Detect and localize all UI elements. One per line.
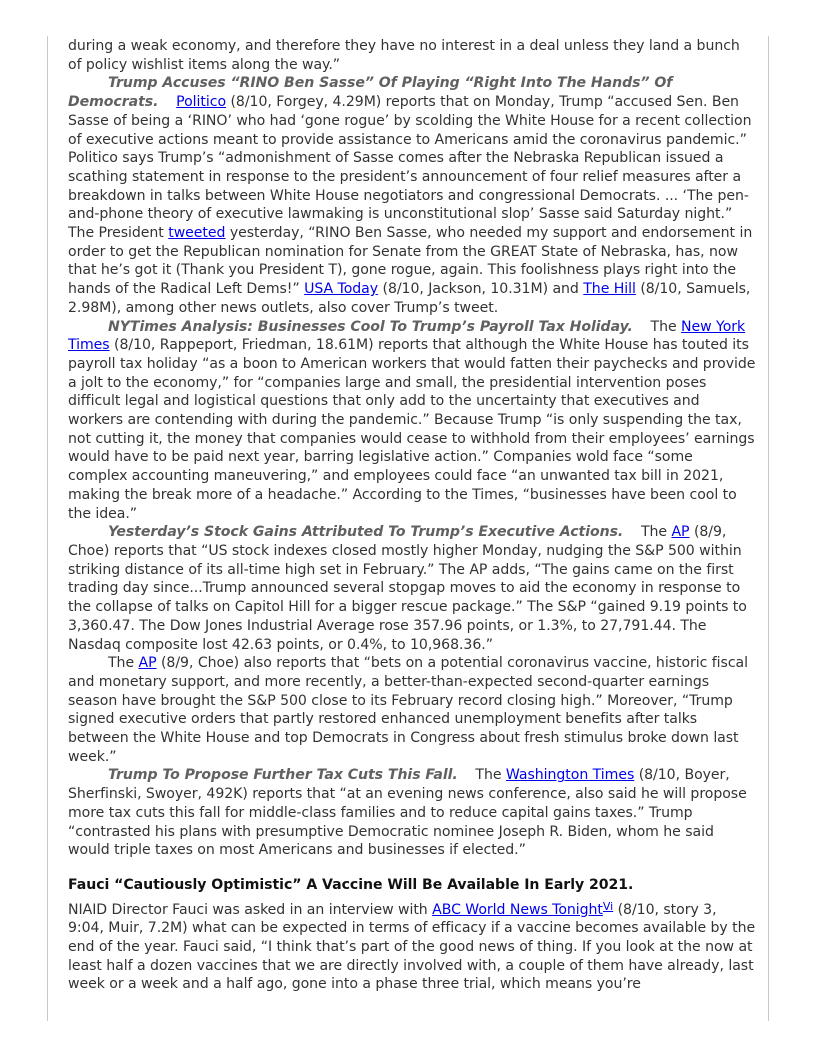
article-headline: Trump To Propose Further Tax Cuts This Fall. xyxy=(108,767,458,784)
article-tax-cuts xyxy=(68,766,756,860)
article-headline: Trump Accuses “RINO Ben Sasse” Of Playing “Right Into The Hands” Of Democrats. xyxy=(68,75,673,111)
paragraph-text: during a weak economy, and therefore they have no interest in a deal unless they land a bunch of policy wishlist items along the way.” xyxy=(68,38,740,73)
article-text: (8/10, Samuels, 2.98M), among other news outlets, also cover Trump’s tweet. xyxy=(68,281,751,316)
article-fauci xyxy=(68,901,756,995)
article-text: NIAID Director Fauci was asked in an interview with xyxy=(68,901,433,918)
article-text: (8/9, Choe) reports that “US stock indexes closed mostly higher Monday, nudging the S&P 500 within striking distance of its all-time high set in February.” The AP adds, “The gains came on the first trading day since...Trump announced several stopgap moves to aid the economy in response to the collapse of talks on Capitol Hill for a bigger rescue package.” The S&P “gained 9.19 points to 3,360.47. The Dow Jones Industrial Average rose 357.96 points, or 1.3%, to 27,791.44. The Nasdaq composite lost 42.63 points, or 0.4%, to 10,968.36.” xyxy=(68,524,747,653)
link-the-hill[interactable]: The Hill xyxy=(583,281,636,298)
right-margin-rule xyxy=(768,36,769,1021)
article-text: (8/9, Choe) also reports that “bets on a potential coronavirus vaccine, historic fiscal and monetary support, and more recently, a better-than-expected second-quarter earnings season have brought the S&P 500 close to its February record closing high.” Moreover, “Trump signed executive orders that partly restored enhanced unemployment benefits after talks between the White House and top Democrats in Congress about fresh stimulus broke down last week.” xyxy=(68,655,748,765)
article-payroll-tax xyxy=(68,318,756,524)
article-sasse xyxy=(68,74,756,317)
article-ap-followup xyxy=(68,654,756,766)
article-text: The xyxy=(640,524,672,541)
article-text: The xyxy=(475,767,506,784)
article-text: (8/10, Rappeport, Friedman, 18.61M) reports that although the White House has touted its payroll tax holiday “as a boon to American workers that would fatten their paychecks and provide a jolt to the economy,” for “companies large and small, the presidential intervention poses difficult legal and logistical questions that only add to the uncertainty that executives and workers are contending with during the pandemic.” Because Trump “is only suspending the tax, not cutting it, the money that companies would cease to withhold from their employees’ earnings would have to be paid next year, barring legislative action.” Companies wold face “some complex accounting maneuvering,” and employees could face “an unwanted tax bill in 2021, making the break more of a headache.” According to the Times, “businesses have been cool to the idea.” xyxy=(68,337,756,522)
paragraph-continuation xyxy=(68,37,756,74)
link-usa-today[interactable]: USA Today xyxy=(304,281,379,298)
link-politico[interactable]: Politico xyxy=(176,94,227,111)
document-body xyxy=(68,37,756,994)
link-ap[interactable]: AP xyxy=(671,524,690,541)
link-washington-times[interactable]: Washington Times xyxy=(505,767,635,784)
link-tweeted[interactable]: tweeted xyxy=(168,225,226,242)
article-headline: Yesterday’s Stock Gains Attributed To Trump’s Executive Actions. xyxy=(108,524,624,541)
article-text: The xyxy=(108,655,139,672)
article-headline: NYTimes Analysis: Businesses Cool To Trump’s Payroll Tax Holiday. xyxy=(108,318,633,335)
article-text: yesterday, “RINO Ben Sasse, who needed my support and endorsement in order to get the Republican nomination for Senate from the GREAT State of Nebraska, has, now that he’s got it (Thank you President T), gone rogue, again. This foolishness plays right into the hands of the Radical Left Dems!” xyxy=(68,225,753,298)
article-stock-gains xyxy=(68,523,756,654)
article-text: (8/10, Boyer, Sherfinski, Swoyer, 492K) reports that “at an evening news conference, also said he will propose more tax cuts this fall for middle-class families and to reduce capital gains taxes.” Trump “contrasted his plans with presumptive Democratic nominee Joseph R. Biden, whom he said would triple taxes on most Americans and businesses if elected.” xyxy=(68,767,747,859)
link-new-york-times[interactable]: New York Times xyxy=(68,318,746,354)
left-margin-rule xyxy=(47,36,48,1021)
link-ap-2[interactable]: AP xyxy=(138,655,157,672)
article-text: (8/10, Forgey, 4.29M) reports that on Monday, Trump “accused Sen. Ben Sasse of being a ‘RINO’ who had ‘gone rogue’ by scolding the White House for a recent collection of executive actions meant to provide assistance to Americans amid the coronavirus pandemic.” Politico says Trump’s “admonishment of Sasse comes after the Nebraska Republican issued a scathing statement in response to the president’s announcement of four relief measures after a breakdown in talks between White House negotiators and congressional Democrats. ... ‘The pen-and-phone theory of executive lawmaking is unconstitutional slop’ Sasse said Saturday night.” The President xyxy=(68,94,752,242)
article-text: The xyxy=(650,318,682,335)
link-abc-world-news-tonight[interactable]: ABC World News Tonight xyxy=(432,901,603,918)
article-text: (8/10, story 3, 9:04, Muir, 7.2M) what can be expected in terms of efficacy if a vaccine becomes available by the end of the year. Fauci said, “I think that’s part of the good news of thing. If you look at the now at least half a dozen vaccines that we are directly involved with, a couple of them have already, last week or a week and a half ago, gone into a phase three trial, which means you’re xyxy=(68,901,756,993)
article-text: (8/10, Jackson, 10.31M) and xyxy=(378,281,584,298)
video-link-icon[interactable]: Vi xyxy=(602,899,614,913)
section-heading: Fauci “Cautiously Optimistic” A Vaccine Will Be Available In Early 2021. xyxy=(68,876,634,893)
